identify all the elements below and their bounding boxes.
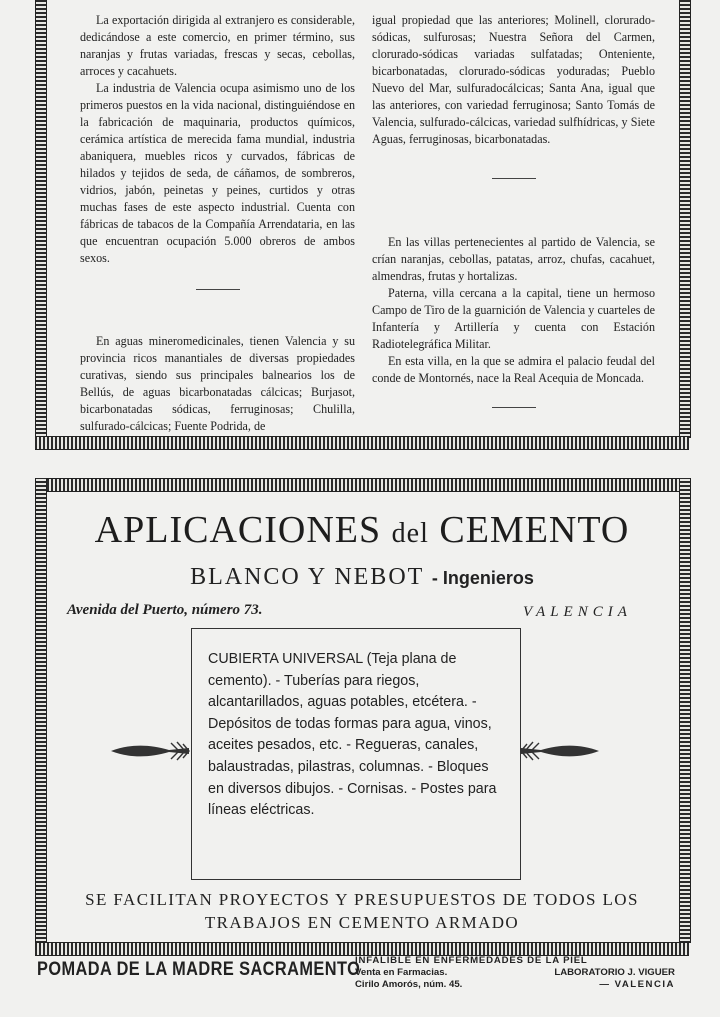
ad-title-word-3: CEMENTO (439, 509, 630, 551)
pomada-advertisement (35, 955, 689, 1017)
left-border-bar (35, 0, 47, 438)
pomada-city: — VALENCIA (599, 979, 675, 990)
ad-title (35, 508, 689, 552)
left-flourish-icon (109, 740, 191, 762)
article-left-column (80, 12, 355, 435)
section-divider (80, 289, 355, 333)
pomada-title: POMADA DE LA MADRE SACRAMENTO (37, 959, 361, 980)
ad-bottom-bar (35, 942, 689, 956)
paragraph-mineral-waters: En aguas mineromedicinales, tienen Valencia y su provincia ricos manantiales de diversas propiedades curativas, siendo sus principales balnearios los de Bellús, de aguas bicarbonatadas cálcicas; Burjasot, bicarbonatadas sódicas, ferruginosas; Chulilla, sulfurado-cálcicas; Fuente Podrida, de (80, 334, 355, 433)
paragraph-acequia: En esta villa, en la que se admira el palacio feudal del conde de Montornés, nace la Real Acequia de Moncada. (372, 354, 655, 385)
pomada-info-line-1 (355, 955, 675, 967)
cement-advertisement (35, 478, 689, 943)
section-divider (372, 407, 655, 408)
pomada-info (355, 955, 675, 991)
pomada-claim: INFALIBLE EN ENFERMEDADES DE LA PIEL (355, 955, 588, 966)
pomada-info-line-2 (355, 967, 675, 979)
firm-suffix: - Ingenieros (431, 568, 534, 588)
paragraph-paterna: Paterna, villa cercana a la capital, tiene un hermoso Campo de Tiro de la guarnición de Valencia y cuarteles de Infantería y Artillería y cuenta con Estación Radiotelegráfica Militar. (372, 286, 655, 351)
paragraph-export: La exportación dirigida al extranjero es considerable, dedicándose a este comercio, en primer término, sus naranjas y frutas variadas, frescas y secas, cebollas, arroces y cacahuets. (80, 13, 355, 78)
article-right-column (372, 12, 655, 408)
ad-city: VALENCIA (523, 604, 632, 620)
pomada-street: Cirilo Amorós, núm. 45. (355, 979, 463, 990)
products-list: CUBIERTA UNIVERSAL (Teja plana de cemento). - Tuberías para riegos, alcantarillados, aguas potables, etcétera. - Depósitos de todas formas para agua, vinos, aceites pesados, etc. - Regueras, canales, balaustradas, pilastras, columnas. - Bloques en diversos dibujos. - Cornisas. - Postes para líneas eléctricas. (208, 651, 497, 819)
right-flourish-icon (519, 740, 601, 762)
ad-address: Avenida del Puerto, número 73. (67, 602, 263, 618)
ad-footer-line-1: SE FACILITAN PROYECTOS Y PRESUPUESTOS DE TODOS LOS (85, 890, 639, 909)
paragraph-industry: La industria de Valencia ocupa asimismo uno de los primeros puestos en la vida nacional, distinguiéndose en la fabricación de maquinaria, productos químicos, cerámica artística de merecida fama mundial, industria abaniquera, muebles ricos y curvados, fábricas de hilados y tejidos de seda, de cáñamos, de sombreros, vidrios, jabón, peinetas y peines, curtidos y otras muchas fases de este aspecto industrial. Cuenta con fábricas de tabacos de la Compañía Arrendataria, en las que encuentran ocupación 5.000 obreros de ambos sexos. (80, 81, 355, 265)
right-border-bar (679, 0, 691, 438)
section-divider (372, 178, 655, 234)
ad-footer (35, 888, 689, 934)
ad-title-word-2: del (391, 518, 429, 549)
pomada-laboratory: LABORATORIO J. VIGUER (554, 967, 675, 978)
ad-title-word-1: APLICACIONES (94, 509, 382, 551)
article-bottom-bar (35, 436, 689, 450)
pomada-sales: Venta en Farmacias. (355, 967, 448, 978)
paragraph-spas: igual propiedad que las anteriores; Molinell, clorurado-sódicas, sulfurosas; Nuestra Señora del Carmen, clorurado-sódicas variadas sulfatadas; Onteniente, bicarbonatadas, clorurado-sódicas yoduradas; Pueblo Nuevo del Mar, sulfuradocálcicas; Santa Ana, igual que las anteriores, con variedad ferruginosa; Santo Tomás de Valencia, sulfurado-cálcicas, variedad sulfhídricas, y Siete Aguas, ferruginosas, bicarbonatadas. (372, 13, 655, 146)
firm-name: BLANCO Y NEBOT (190, 564, 424, 590)
ad-footer-line-2: TRABAJOS EN CEMENTO ARMADO (204, 913, 520, 932)
paragraph-villages: En las villas pertenecientes al partido de Valencia, se crían naranjas, cebollas, patatas, arroz, chufas, cacahuet, almendras, frutas y hortalizas. (372, 235, 655, 283)
ad-firm-name (35, 564, 689, 591)
products-box (191, 628, 521, 880)
pomada-info-line-3 (355, 979, 675, 991)
